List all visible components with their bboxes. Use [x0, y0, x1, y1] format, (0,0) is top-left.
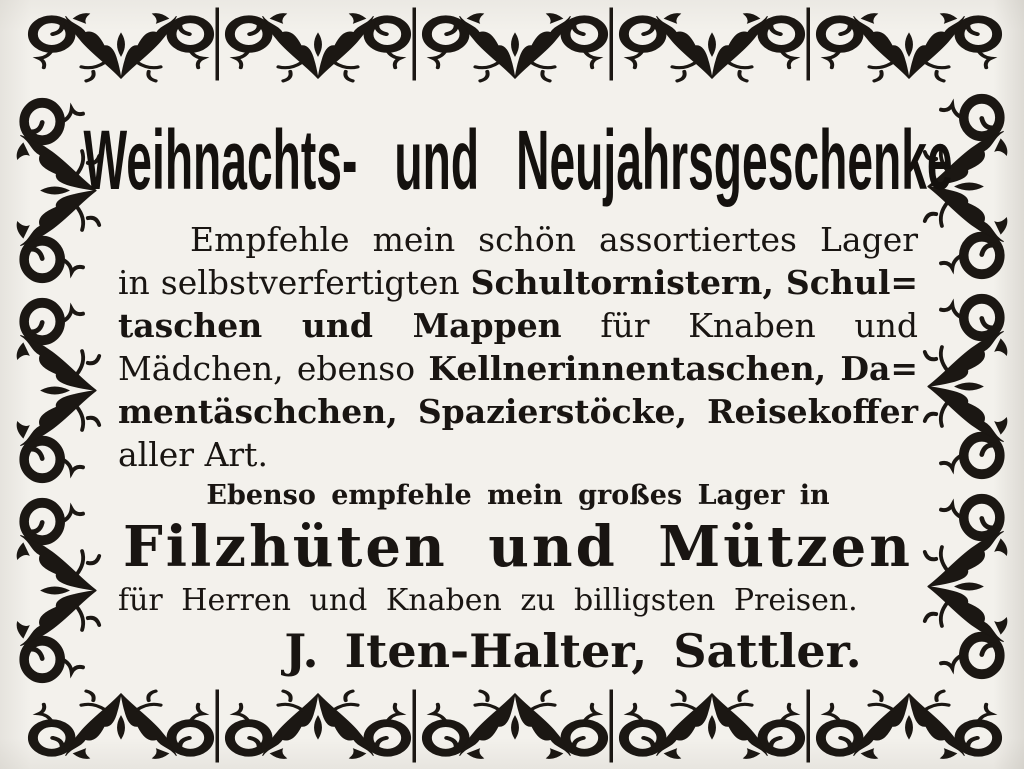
border-separator-rule — [807, 8, 810, 80]
foliate-ornament — [230, 13, 406, 80]
foliate-ornament — [230, 691, 406, 758]
foliate-ornament — [17, 303, 99, 478]
foliate-ornament — [33, 691, 209, 758]
body-text: Empfehle mein schön assortiertes Lager — [190, 220, 918, 259]
signature-line: J. Iten-Halter, Sattler. — [284, 624, 862, 678]
border-separator-rule — [216, 8, 219, 80]
body-text-bold: Kellnerinnentaschen, Da= — [428, 349, 918, 388]
foliate-ornament — [624, 691, 800, 758]
body-line — [118, 304, 918, 347]
border-top — [33, 8, 997, 81]
border-bottom — [33, 690, 997, 762]
ad-content — [83, 112, 953, 682]
body-text: für Knaben und — [561, 306, 918, 345]
body-line — [118, 218, 918, 261]
product-line: Filzhüten und Mützen — [122, 514, 914, 580]
body-text: aller Art. — [118, 435, 268, 474]
border-separator-rule — [216, 690, 219, 762]
body-line — [118, 433, 918, 476]
foliate-ornament — [17, 503, 99, 678]
body-paragraph — [118, 218, 918, 476]
border-separator-rule — [610, 8, 613, 80]
foliate-ornament — [624, 13, 800, 80]
body-line — [118, 261, 918, 304]
ad-headline — [83, 112, 953, 208]
border-separator-rule — [610, 690, 613, 762]
body-text-bold: mentäschchen, Spazierstöcke, Reisekoffer — [118, 392, 918, 431]
foliate-ornament — [33, 13, 209, 80]
foliate-ornament — [821, 13, 997, 80]
body-text: in selbstverfertigten — [118, 263, 471, 302]
border-separator-rule — [807, 690, 810, 762]
body-line — [118, 347, 918, 390]
price-line: für Herren und Knaben zu billigsten Preisen. — [118, 583, 858, 618]
foliate-ornament — [427, 13, 603, 80]
foliate-ornament — [427, 691, 603, 758]
border-separator-rule — [413, 690, 416, 762]
body-text-bold: Schultornistern, Schul= — [470, 263, 919, 302]
ad-headline-text: Weihnachts- und Neujahrsgeschenke — [83, 113, 953, 207]
foliate-ornament — [821, 691, 997, 758]
body-text-bold: taschen und Mappen — [118, 306, 562, 345]
body-line — [118, 390, 918, 433]
border-separator-rule — [413, 8, 416, 80]
subline: Ebenso empfehle mein großes Lager in — [206, 480, 830, 511]
body-text: Mädchen, ebenso — [118, 349, 429, 388]
foliate-ornament — [925, 299, 1007, 474]
